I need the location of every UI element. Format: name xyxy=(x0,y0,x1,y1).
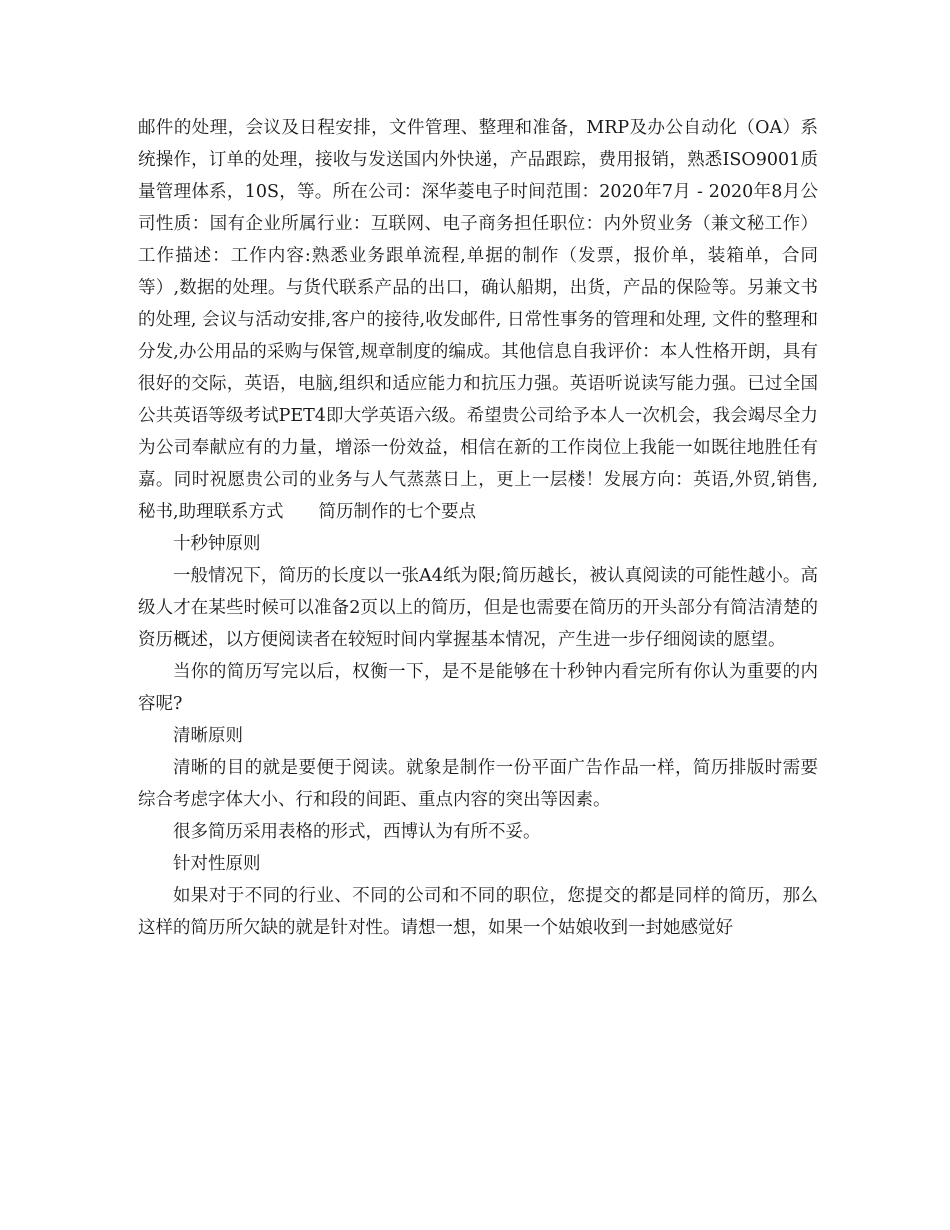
paragraph-targeting: 如果对于不同的行业、不同的公司和不同的职位，您提交的都是同样的简历，那么这样的简历所欠缺的就是针对性。请想一想，如果一个姑娘收到一封她感觉好 xyxy=(138,886,818,938)
section-heading-clarity-rule: 清晰原则 xyxy=(173,726,243,746)
document-page xyxy=(138,112,818,944)
paragraph-resume-length: 一般情况下，简历的长度以一张A4纸为限;简历越长，被认真阅读的可能性越小。高级人才在某些时候可以准备2页以上的简历，但是也需要在简历的开头部分有简洁清楚的资历概述，以方便阅读者在较短时间内掌握基本情况，产生进一步仔细阅读的愿望。 xyxy=(138,566,818,650)
section-heading-targeting-rule: 针对性原则 xyxy=(173,854,261,874)
section-heading-ten-second-rule: 十秒钟原则 xyxy=(173,534,261,554)
resume-lead-paragraph: 邮件的处理，会议及日程安排，文件管理、整理和准备，MRP及办公自动化（OA）系统操作，订单的处理，接收与发送国内外快递，产品跟踪，费用报销，熟悉ISO9001质量管理体系，10S，等。所在公司：深华菱电子时间范围：2020年7月 - 2020年8月公司性质：国有企业所属行业：互联网、电子商务担任职位：内外贸业务（兼文秘工作）工作描述：工作内容:熟悉业务跟单流程,单据的制作（发票，报价单，装箱单，合同等）,数据的处理。与货代联系产品的出口，确认船期，出货，产品的保险等。另兼文书的处理, 会议与活动安排,客户的接待,收发邮件, 日常性事务的管理和处理, 文件的整理和分发,办公用品的采购与保管,规章制度的编成。其他信息自我评价：本人性格开朗，具有很好的交际，英语，电脑,组织和适应能力和抗压力强。英语听说读写能力强。已过全国公共英语等级考试PET4即大学英语六级。希望贵公司给予本人一次机会，我会竭尽全力为公司奉献应有的力量，增添一份效益，相信在新的工作岗位上我能一如既往地胜任有嘉。同时祝愿贵公司的业务与人气蒸蒸日上，更上一层楼！发展方向：英语,外贸,销售,秘书,助理联系方式 简历制作的七个要点 xyxy=(138,118,818,522)
paragraph-ten-second-check: 当你的简历写完以后，权衡一下，是不是能够在十秒钟内看完所有你认为重要的内容呢? xyxy=(138,662,818,714)
paragraph-table-format: 很多简历采用表格的形式，西博认为有所不妥。 xyxy=(173,822,541,842)
paragraph-clarity-purpose: 清晰的目的就是要便于阅读。就象是制作一份平面广告作品一样，简历排版时需要综合考虑字体大小、行和段的间距、重点内容的突出等因素。 xyxy=(138,758,818,810)
